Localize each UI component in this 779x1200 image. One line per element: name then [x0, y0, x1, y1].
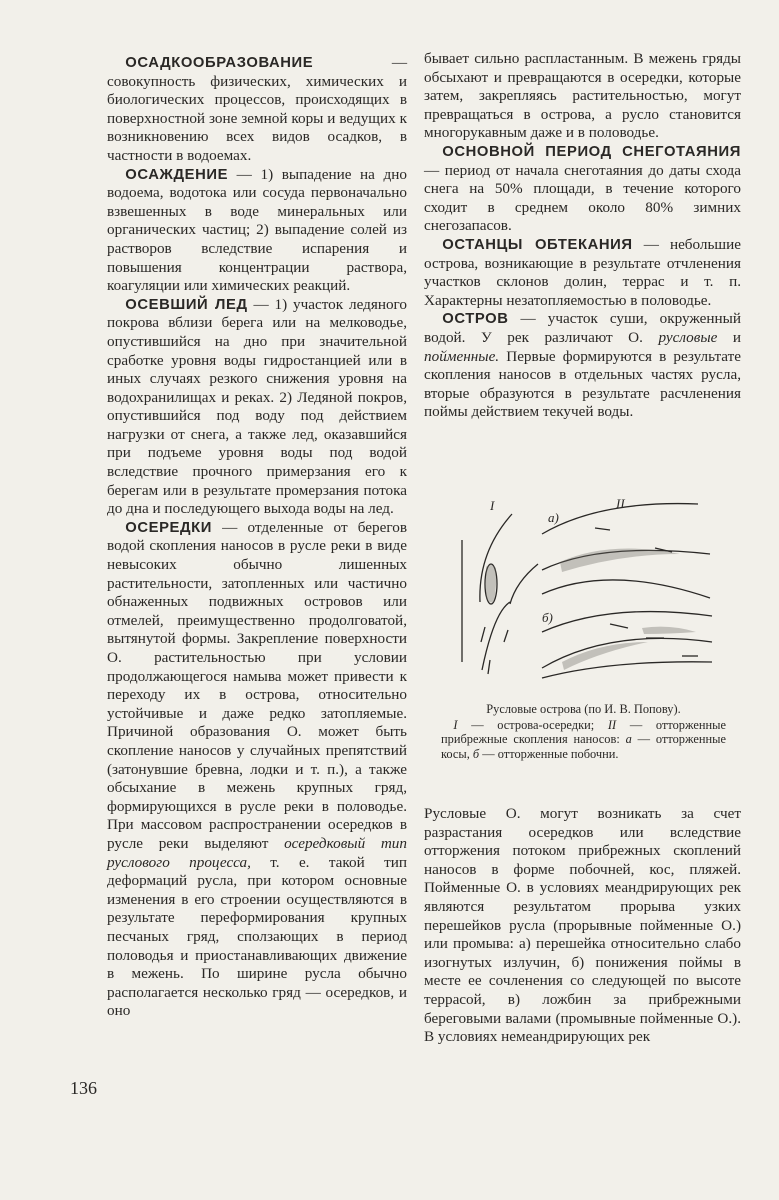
caption-legend: [441, 718, 726, 761]
entry-body-continued: Первые формируются в результате скопления наносов в отдельных частях русла, вторые образуются в результате расчленения поймы действием текучей воды.: [424, 347, 741, 421]
figure-label-a: а): [548, 510, 559, 525]
figure-drawing: [450, 492, 720, 692]
entry-ostantsy: [424, 236, 741, 310]
entry-term: ОСНОВНОЙ ПЕРИОД СНЕГОТАЯНИЯ: [442, 143, 741, 160]
entry-term: ОСАДКООБРАЗОВАНИЕ: [125, 55, 314, 71]
legend-marker: II: [607, 718, 617, 733]
flow-arrow: [481, 627, 485, 642]
entry-italic-term: пойменные.: [424, 347, 500, 365]
entry-term: ОСТАНЦЫ ОБТЕКАНИЯ: [442, 236, 633, 253]
entry-body: — небольшие острова, возникающие в результате отчленения участков склонов долин, террас и т. п. Характерны незатопляемостью в половодье.: [424, 235, 742, 309]
entry-body: — отделенные от берегов водой скопления наносов в русле реки в виде невысоких обычно лишенных растительности, затопленных или частично обнаженных подвижных островов или отмелей, преимущественно продолговатой, вытянутой формы. Закрепление поверхности О. растительностью при условии продолжающегося намыва может привести к переходу их в острова, относительно устойчивые и даже редко затопляемые. Причиной образования О. может быть скопление наносов у случайных препятствий (затонувшие бревна, лодки и т. п.), а также обсыхание в межень крупных гряд, формирующихся в русле реки в половодье. При массовом распространении осередков в русле реки выделяют: [107, 518, 407, 852]
figure-label-II: II: [616, 496, 625, 511]
flow-arrow: [504, 630, 508, 642]
entry-osnovnoy-period: [424, 143, 741, 236]
bank-line: [542, 612, 712, 632]
legend-marker: а: [625, 732, 632, 747]
flow-arrow: [595, 528, 610, 530]
legend-marker: б: [472, 746, 480, 761]
entry-continuation: Русловые О. могут возникать за счет разрастания осередков или вследствие отторжения потоком прибрежных скоплений наносов в форме побочней, кос, пляжей. Пойменные О. в условиях меандрирующих рек являются результатом прорыва узких перешейков русла (прорывные пойменные О.) или промыва: а) перешейка относительно слабо изогнутых излучин, б) понижения поймы в месте ее сочленения со следующей по высоте террасой, в) ложбин за прибрежными береговыми валами (промывные пойменные О.). В условиях немеандрирующих рек: [424, 805, 741, 1046]
right-column-lower: [424, 805, 741, 1047]
entry-body: — период от начала снеготаяния до даты схода снега на 50% площади, в течение которого сходит в среднем около 80% зимних снегозапасов.: [424, 161, 741, 235]
entry-term: ОСЕРЕДКИ: [125, 519, 212, 536]
figure-label-b: б): [542, 610, 553, 625]
entry-osadkoobrazovanie: [107, 54, 407, 166]
entry-body: — 1) участок ледяного покрова вблизи берега или на мелководье, опустившийся на дно при значительной сработке уровня воды гидростанцией или в иных случаях резкого снижения уровня на водохранилищах и реках. 2) Ледяной покров, опустившийся под воду под действием нагрузки от снега, а также лед, оказавшийся при подъеме уровня воды под водой вследствие прочного примерзания его к берегам или в результате промерзания потока до дна и последующего выхода воды на лед.: [107, 295, 407, 518]
flow-arrow: [488, 660, 490, 674]
left-column: [107, 54, 407, 1021]
figure-caption: [441, 702, 726, 761]
entry-italic-term: осередковый тип руслового процесса,: [107, 834, 407, 871]
entry-oseredki-continuation: [424, 50, 741, 143]
entry-ostrov: [424, 310, 741, 422]
sediment-stipple: [486, 565, 496, 603]
sediment-stipple: [642, 627, 696, 634]
sediment-stipple: [560, 549, 680, 572]
entry-body-continued: т. е. такой тип деформаций русла, при котором основные изменения в его строении осуществляются в результате переформирования крупных песчаных гряд, сползающих в период половодья и приостанавливающих движение в межень. По ширине русла обычно располагается несколько гряд — осередков, и оно: [107, 853, 407, 1020]
legend-text: — отторженные побочни.: [479, 746, 619, 761]
entry-continuation: бывает сильно распластанным. В межень гряды обсыхают и превращаются в осередки, которые затем, закрепляясь растительностью, могут превращаться в острова, а русло становится многорукавным даже и в половодье.: [424, 50, 741, 142]
entry-conjunction: и: [717, 328, 741, 346]
entry-body: — совокупность физических, химических и биологических процессов, происходящих в поверхностной зоне земной коры и ведущих к возникновению всех видов осадков, в частности в водоемах.: [107, 54, 407, 164]
entry-body: — 1) выпадение на дно водоема, водотока или сосуда первоначально взвешенных в воде минеральных или органических частиц; 2) выпадение солей из растворов вследствие испарения и повышения концентрации раствора, коагуляции или химических реакций.: [107, 165, 407, 295]
entry-osazhdenie: [107, 166, 407, 296]
entry-italic-term: русловые: [658, 328, 718, 346]
entry-term: ОСЕВШИЙ ЛЕД: [125, 296, 248, 313]
entry-oseredki: [107, 519, 407, 1021]
right-column: [424, 50, 741, 422]
entry-osevshiy-led: [107, 296, 407, 519]
entry-term: ОСТРОВ: [442, 311, 509, 328]
legend-marker: I: [453, 718, 458, 733]
bank-line: [510, 564, 538, 604]
flow-arrow: [610, 624, 628, 628]
figure-label-I: I: [490, 498, 495, 513]
figure-river-islands: [450, 492, 720, 692]
page-number: 136: [70, 1078, 97, 1098]
legend-text: — острова-осередки;: [457, 718, 595, 733]
legend-text: — отторженные косы,: [441, 732, 726, 761]
entry-term: ОСАЖДЕНИЕ: [125, 166, 229, 183]
caption-title: Русловые острова (по И. В. Попову).: [486, 702, 681, 716]
bank-line: [542, 580, 710, 598]
entry-body: — участок суши, окруженный водой. У рек различают О.: [424, 310, 741, 346]
legend-text: — отторженные прибрежные скопления наносов:: [441, 718, 726, 747]
